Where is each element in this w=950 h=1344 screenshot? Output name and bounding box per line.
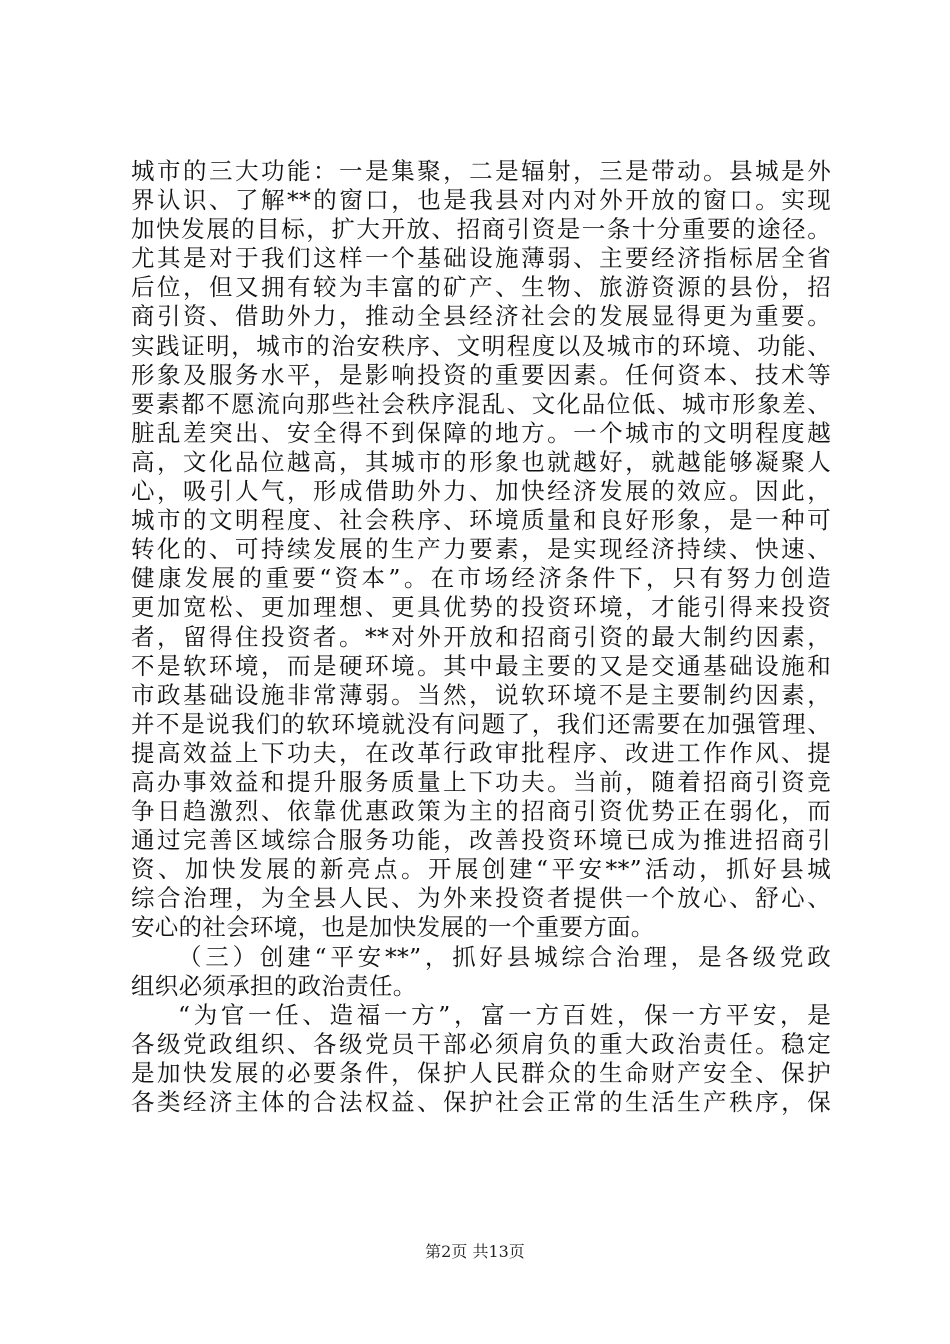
text-line: 并不是说我们的软环境就没有问题了，我们还需要在加强管理、 bbox=[131, 709, 831, 738]
section-heading-line-end: 组织必须承担的政治责任。 bbox=[131, 971, 417, 1000]
text-line: 加快发展的目标，扩大开放、招商引资是一条十分重要的途径。 bbox=[131, 215, 831, 244]
text-line: 脏乱差突出、安全得不到保障的地方。一个城市的文明程度越 bbox=[131, 418, 831, 447]
text-line: 界认识、了解**的窗口，也是我县对内对外开放的窗口。实现 bbox=[131, 186, 831, 215]
text-line: 各类经济主体的合法权益、保护社会正常的生活生产秩序，保 bbox=[131, 1088, 831, 1116]
text-line: 城市的三大功能：一是集聚，二是辐射，三是带动。县城是外 bbox=[131, 157, 831, 185]
text-line: 转化的、可持续发展的生产力要素，是实现经济持续、快速、 bbox=[131, 535, 831, 564]
text-line: 健康发展的重要“资本”。在市场经济条件下，只有努力创造 bbox=[131, 564, 831, 593]
text-line: 资、加快发展的新亮点。开展创建“平安**”活动，抓好县城 bbox=[131, 855, 831, 884]
section-heading-line: （三）创建“平安**”，抓好县城综合治理，是各级党政 bbox=[178, 942, 831, 971]
text-line: 后位，但又拥有较为丰富的矿产、生物、旅游资源的县份，招 bbox=[131, 273, 831, 302]
text-line: 市政基础设施非常薄弱。当然，说软环境不是主要制约因素， bbox=[131, 680, 831, 709]
text-line-paragraph-start: “为官一任、造福一方”，富一方百姓，保一方平安，是 bbox=[178, 1000, 831, 1029]
text-line: 高办事效益和提升服务质量上下功夫。当前，随着招商引资竞 bbox=[131, 767, 831, 796]
text-line: 城市的文明程度、社会秩序、环境质量和良好形象，是一种可 bbox=[131, 506, 831, 535]
text-line: 者，留得住投资者。**对外开放和招商引资的最大制约因素， bbox=[131, 622, 831, 651]
text-line: 各级党政组织、各级党员干部必须肩负的重大政治责任。稳定 bbox=[131, 1029, 831, 1058]
page-number-footer: 第2页 共13页 bbox=[425, 1242, 525, 1261]
text-line: 形象及服务水平，是影响投资的重要因素。任何资本、技术等 bbox=[131, 360, 831, 389]
text-line: 尤其是对于我们这样一个基础设施薄弱、主要经济指标居全省 bbox=[131, 244, 831, 273]
text-line: 要素都不愿流向那些社会秩序混乱、文化品位低、城市形象差、 bbox=[131, 389, 831, 418]
text-line: 是加快发展的必要条件，保护人民群众的生命财产安全、保护 bbox=[131, 1058, 831, 1087]
document-body bbox=[131, 157, 831, 1117]
text-line: 综合治理，为全县人民、为外来投资者提供一个放心、舒心、 bbox=[131, 884, 831, 913]
text-line: 提高效益上下功夫，在改革行政审批程序、改进工作作风、提 bbox=[131, 738, 831, 767]
text-line: 通过完善区域综合服务功能，改善投资环境已成为推进招商引 bbox=[131, 826, 831, 855]
text-line: 商引资、借助外力，推动全县经济社会的发展显得更为重要。 bbox=[131, 302, 831, 331]
text-line: 心，吸引人气，形成借助外力、加快经济发展的效应。因此， bbox=[131, 477, 831, 506]
text-line: 高，文化品位越高，其城市的形象也就越好，就越能够凝聚人 bbox=[131, 447, 831, 476]
text-line-paragraph-end: 安心的社会环境，也是加快发展的一个重要方面。 bbox=[131, 913, 655, 942]
text-line: 争日趋激烈、依靠优惠政策为主的招商引资优势正在弱化，而 bbox=[131, 797, 831, 826]
text-line: 更加宽松、更加理想、更具优势的投资环境，才能引得来投资 bbox=[131, 593, 831, 622]
text-line: 实践证明，城市的治安秩序、文明程度以及城市的环境、功能、 bbox=[131, 331, 831, 360]
text-line: 不是软环境，而是硬环境。其中最主要的又是交通基础设施和 bbox=[131, 651, 831, 680]
